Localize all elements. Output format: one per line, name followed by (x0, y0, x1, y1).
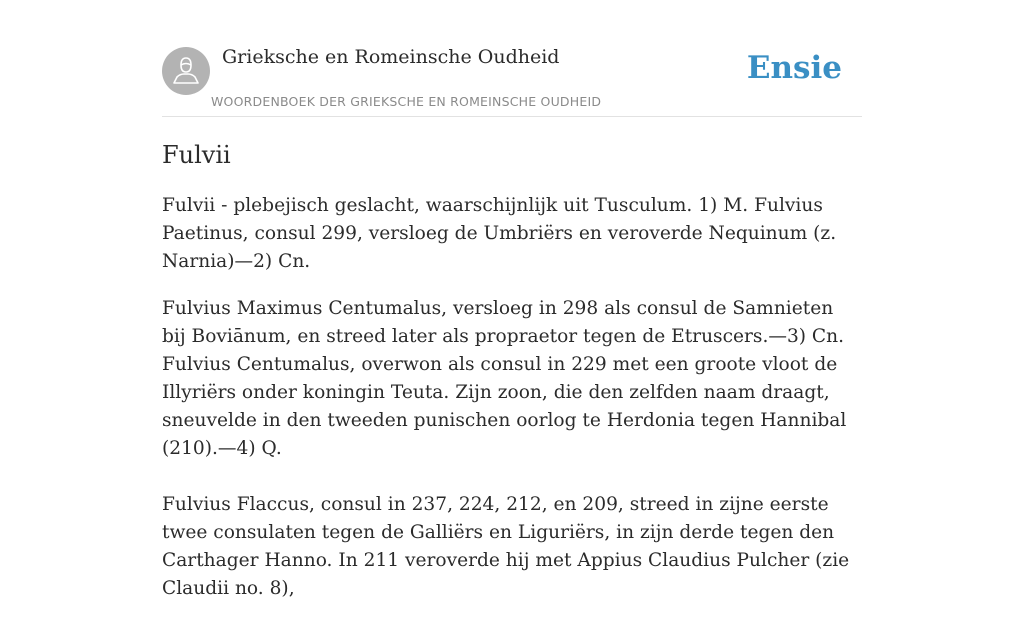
article (162, 138, 852, 622)
source-title[interactable]: Grieksche en Romeinsche Oudheid (222, 46, 560, 68)
brand-logo[interactable]: Ensie (746, 50, 842, 86)
source-header (162, 40, 862, 117)
source-subtitle: WOORDENBOEK DER GRIEKSCHE EN ROMEINSCHE OUDHEID (211, 94, 602, 109)
article-title: Fulvii (162, 141, 231, 169)
user-silhouette-icon[interactable] (162, 47, 210, 95)
article-paragraph: Fulvius Flaccus, consul in 237, 224, 212, en 209, streed in zijne eerste twee consulaten tegen de Galliërs en Liguriërs, in zijn derde tegen den Carthager Hanno. In 211 veroverde hij met Appius Claudius Pulcher (zie Claudii no. 8), (162, 494, 850, 599)
article-paragraph: Fulvii - plebejisch geslacht, waarschijnlijk uit Tusculum. 1) M. Fulvius Paetinus, consul 299, versloeg de Umbriërs en veroverde Nequinum (z. Narnia)—2) Cn. (162, 195, 837, 272)
article-paragraph: Fulvius Maximus Centumalus, versloeg in 298 als consul de Samnieten bij Boviānum, en streed later als propraetor tegen de Etruscers.—3) Cn. Fulvius Centumalus, overwon als consul in 229 met een groote vloot de Illyriërs onder koningin Teuta. Zijn zoon, die den zelfden naam draagt, sneuvelde in den tweeden punischen oorlog te Herdonia tegen Hannibal (210).—4) Q. (162, 298, 847, 459)
